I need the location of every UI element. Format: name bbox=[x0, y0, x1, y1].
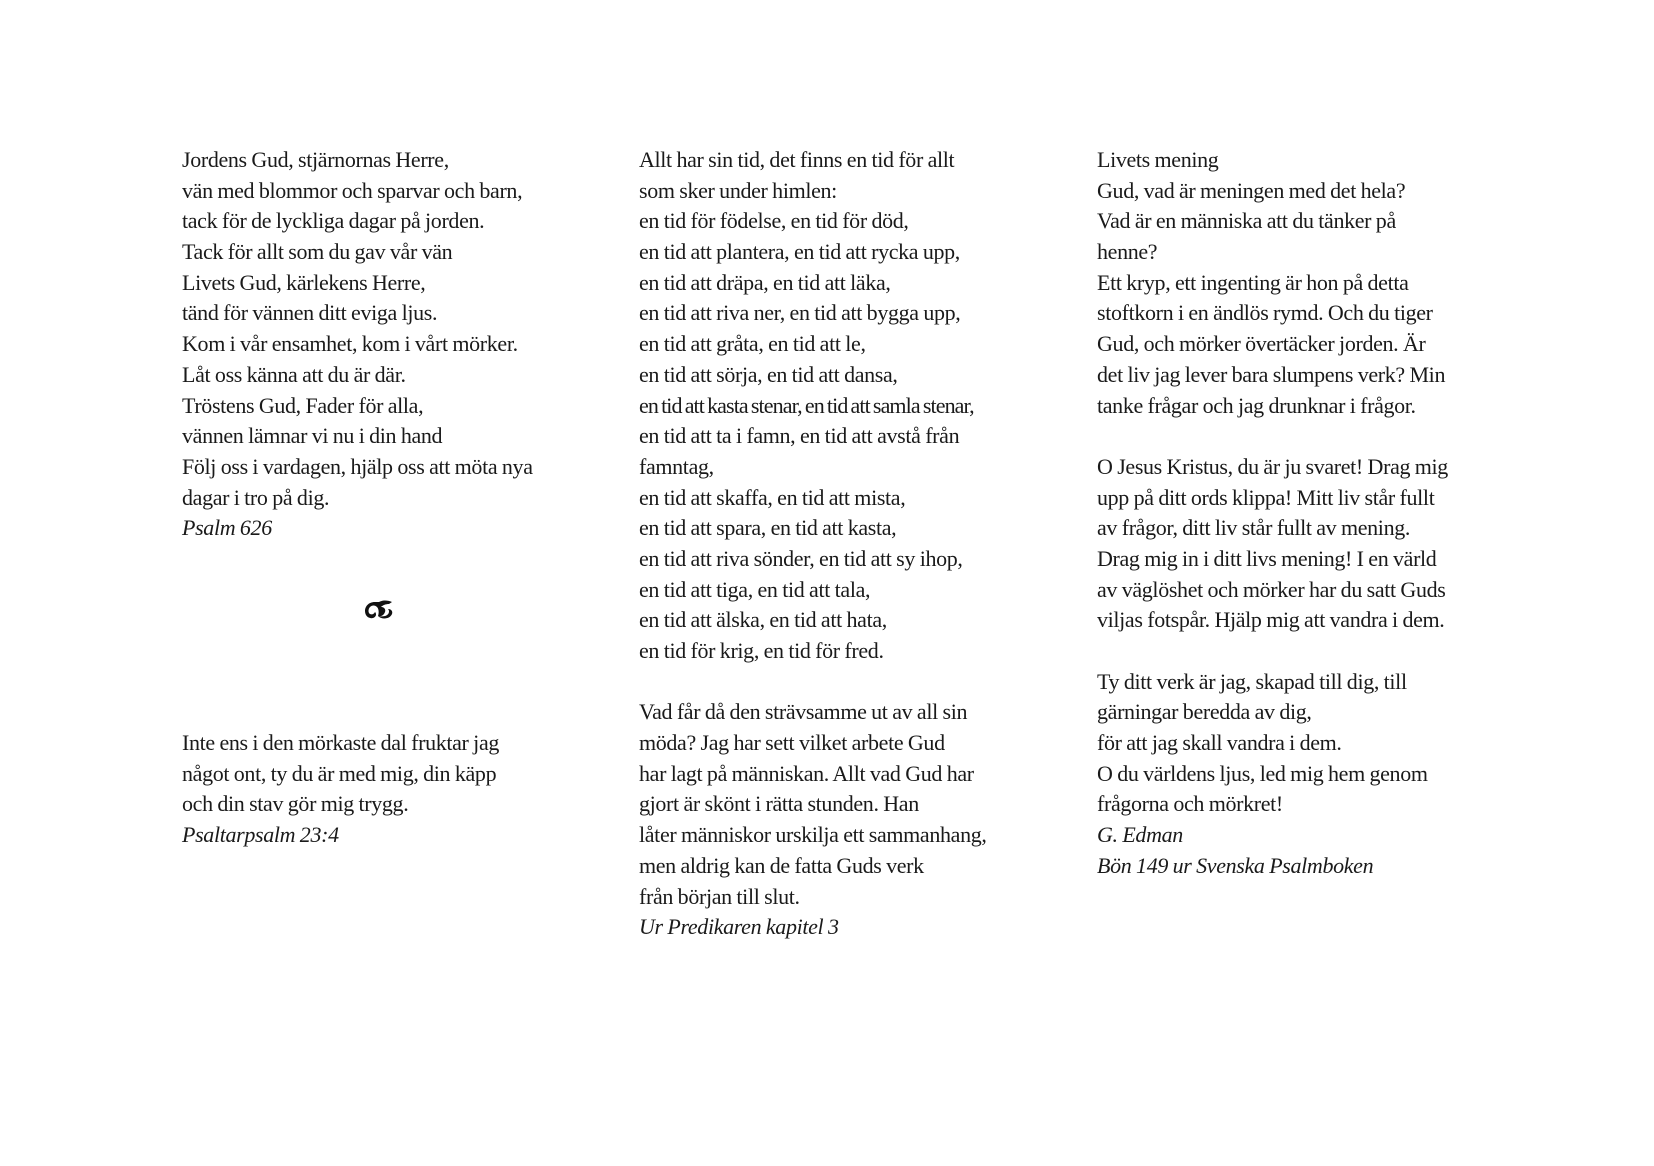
text-line: Vad får då den strävsamme ut av all sin bbox=[639, 699, 968, 725]
spacer bbox=[639, 667, 1079, 698]
text-line: en tid att riva sönder, en tid att sy ihop, bbox=[639, 545, 963, 571]
spacer bbox=[1097, 421, 1547, 452]
text-line: Följ oss i vardagen, hjälp oss att möta nya bbox=[182, 453, 533, 479]
text-line: Jordens Gud, stjärnornas Herre, bbox=[182, 147, 449, 172]
author-citation: G. Edman bbox=[1097, 822, 1183, 848]
text-line: gärningar beredda av dig, bbox=[1097, 699, 1312, 725]
text-line: tanke frågar och jag drunknar i frågor. bbox=[1097, 392, 1416, 418]
source-citation: Bön 149 ur Svenska Psalmboken bbox=[1097, 852, 1374, 878]
text-line: Ett kryp, ett ingenting är hon på detta bbox=[1097, 269, 1409, 295]
livets-mening-text bbox=[1097, 145, 1547, 421]
text-line: tänd för vännen ditt eviga ljus. bbox=[182, 300, 438, 326]
ty-ditt-verk-text bbox=[1097, 667, 1547, 882]
text-line: O du världens ljus, led mig hem genom bbox=[1097, 760, 1428, 786]
text-line: från början till slut. bbox=[639, 883, 800, 909]
text-line: en tid att riva ner, en tid att bygga upp, bbox=[639, 300, 961, 326]
section-title: Livets mening bbox=[1097, 147, 1219, 172]
psalm-626-text bbox=[182, 145, 632, 544]
text-line: frågorna och mörkret! bbox=[1097, 791, 1283, 817]
text-line: Tröstens Gud, Fader för alla, bbox=[182, 392, 424, 418]
text-line: Ty ditt verk är jag, skapad till dig, till bbox=[1097, 668, 1407, 694]
text-line: Tack för allt som du gav vår vän bbox=[182, 239, 453, 265]
text-line: gjort är skönt i rätta stunden. Han bbox=[639, 791, 919, 817]
spacer bbox=[1097, 636, 1547, 667]
psaltarpsalm-text bbox=[182, 728, 632, 851]
text-line: och din stav gör mig trygg. bbox=[182, 791, 409, 817]
text-line: en tid att älska, en tid att hata, bbox=[639, 607, 887, 633]
text-line: vännen lämnar vi nu i din hand bbox=[182, 423, 443, 449]
text-line: en tid att plantera, en tid att rycka upp, bbox=[639, 239, 960, 265]
left-column bbox=[182, 145, 632, 851]
text-line: en tid för födelse, en tid för död, bbox=[639, 208, 909, 234]
text-line: Allt har sin tid, det finns en tid för allt bbox=[639, 147, 955, 172]
text-line: Livets Gud, kärlekens Herre, bbox=[182, 269, 426, 295]
text-line: tack för de lyckliga dagar på jorden. bbox=[182, 208, 485, 234]
text-line: Drag mig in i ditt livs mening! I en värld bbox=[1097, 545, 1437, 571]
text-line: Låt oss känna att du är där. bbox=[182, 361, 406, 387]
text-line: vän med blommor och sparvar och barn, bbox=[182, 177, 523, 203]
text-line: henne? bbox=[1097, 239, 1158, 265]
text-line: låter människor urskilja ett sammanhang, bbox=[639, 822, 987, 848]
text-line: som sker under himlen: bbox=[639, 177, 837, 203]
text-line: dagar i tro på dig. bbox=[182, 484, 330, 510]
source-citation: Psalm 626 bbox=[182, 515, 272, 541]
text-line: Vad är en människa att du tänker på bbox=[1097, 208, 1396, 234]
text-line: en tid för krig, en tid för fred. bbox=[639, 638, 884, 663]
text-line: har lagt på människan. Allt vad Gud har bbox=[639, 760, 974, 786]
text-line: upp på ditt ords klippa! Mitt liv står fullt bbox=[1097, 484, 1435, 510]
text-line: Kom i vår ensamhet, kom i vårt mörker. bbox=[182, 331, 518, 357]
text-line: stoftkorn i en ändlös rymd. Och du tiger bbox=[1097, 300, 1433, 326]
text-line: en tid att sörja, en tid att dansa, bbox=[639, 361, 898, 387]
text-line: en tid att skaffa, en tid att mista, bbox=[639, 484, 906, 510]
text-line: något ont, ty du är med mig, din käpp bbox=[182, 760, 497, 786]
text-line: Gud, vad är meningen med det hela? bbox=[1097, 177, 1406, 203]
text-line: det liv jag lever bara slumpens verk? Min bbox=[1097, 361, 1446, 387]
text-line: viljas fotspår. Hjälp mig att vandra i dem. bbox=[1097, 607, 1445, 633]
text-line: för att jag skall vandra i dem. bbox=[1097, 730, 1342, 756]
fleuron-ornament-icon bbox=[364, 598, 394, 622]
text-line: famntag, bbox=[639, 453, 714, 479]
jesus-kristus-text bbox=[1097, 452, 1547, 636]
text-line: en tid att ta i famn, en tid att avstå från bbox=[639, 423, 960, 449]
text-line: Inte ens i den mörkaste dal fruktar jag bbox=[182, 729, 500, 755]
spacer bbox=[182, 544, 632, 728]
predikaren-text bbox=[639, 697, 1079, 943]
middle-column bbox=[639, 145, 1079, 943]
text-line: av frågor, ditt liv står fullt av mening. bbox=[1097, 515, 1411, 541]
allt-har-sin-tid-text bbox=[639, 145, 1079, 667]
text-line: möda? Jag har sett vilket arbete Gud bbox=[639, 730, 945, 756]
source-citation: Psaltarpsalm 23:4 bbox=[182, 822, 339, 847]
text-line: av väglöshet och mörker har du satt Guds bbox=[1097, 576, 1446, 602]
text-line: en tid att kasta stenar, en tid att samla stenar, bbox=[639, 392, 974, 418]
text-line: en tid att gråta, en tid att le, bbox=[639, 331, 866, 357]
text-line: O Jesus Kristus, du är ju svaret! Drag mig bbox=[1097, 453, 1448, 479]
text-line: en tid att tiga, en tid att tala, bbox=[639, 576, 871, 602]
text-line: en tid att spara, en tid att kasta, bbox=[639, 515, 897, 541]
right-column bbox=[1097, 145, 1547, 882]
source-citation: Ur Predikaren kapitel 3 bbox=[639, 914, 839, 940]
text-line: Gud, och mörker övertäcker jorden. Är bbox=[1097, 331, 1426, 357]
text-line: en tid att dräpa, en tid att läka, bbox=[639, 269, 891, 295]
text-line: men aldrig kan de fatta Guds verk bbox=[639, 852, 924, 878]
